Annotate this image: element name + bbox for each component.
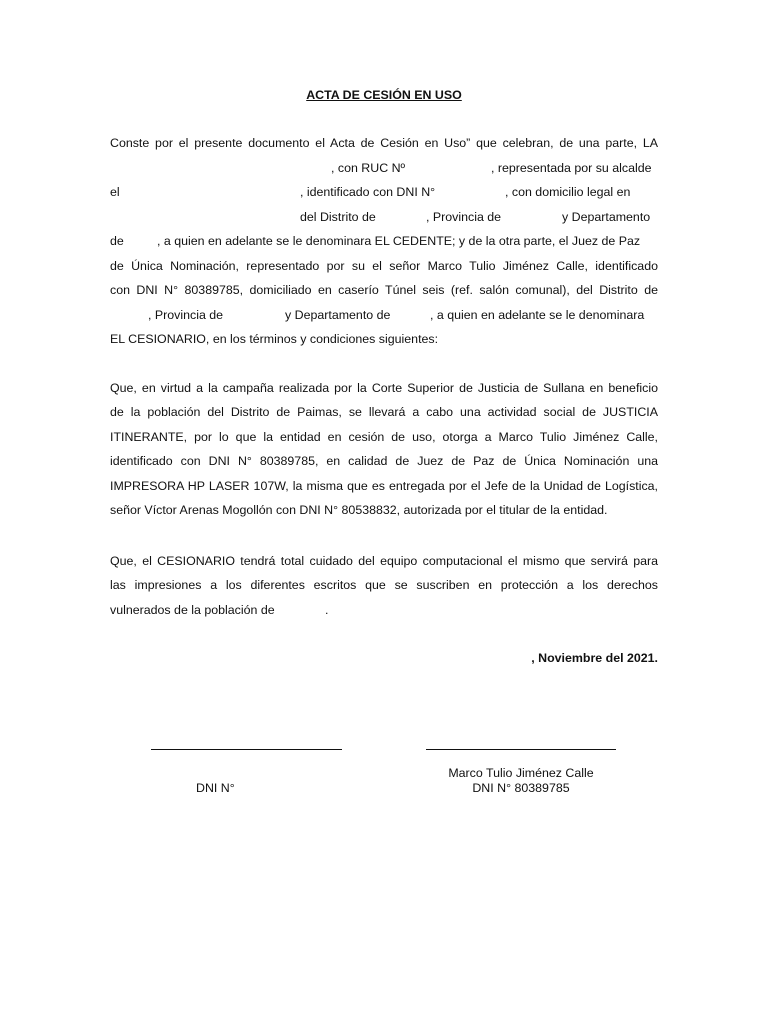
text-line: de , a quien en adelante se le denominara EL CEDENTE; y de la otra parte, el Juez de Paz bbox=[110, 234, 641, 248]
text-line: , Provincia de y Departamento de , a quien en adelante se le denominara bbox=[148, 308, 645, 322]
text-line: EL CESIONARIO, en los términos y condiciones siguientes: bbox=[110, 332, 439, 346]
text-line: Que, en virtud a la campaña realizada por la Corte Superior de Justicia de Sullana en beneficio bbox=[110, 381, 658, 395]
signature-line-cedente bbox=[151, 749, 342, 750]
text-line: ITINERANTE, por lo que la entidad en cesión de uso, otorga a Marco Tulio Jiménez Calle, bbox=[110, 430, 658, 444]
document-title: ACTA DE CESIÓN EN USO bbox=[306, 88, 462, 102]
text-line: , con RUC Nº , representada por su alcalde bbox=[331, 161, 652, 175]
text-line: Que, el CESIONARIO tendrá total cuidado del equipo computacional el mismo que servirá para bbox=[110, 554, 658, 568]
text-line: de la población del Distrito de Paimas, se llevará a cabo una actividad social de JUSTICIA bbox=[110, 405, 658, 419]
document-date: , Noviembre del 2021. bbox=[531, 651, 658, 665]
text-line: las impresiones a los diferentes escritos que se suscriben en protección a los derechos bbox=[110, 578, 658, 592]
signatory-name: Marco Tulio Jiménez Calle bbox=[448, 766, 594, 780]
signatory-dni-right: DNI N° 80389785 bbox=[472, 781, 570, 795]
text-line: Conste por el presente documento el Acta de Cesión en Uso” que celebran, de una parte, LA bbox=[110, 136, 658, 150]
text-line: con DNI N° 80389785, domiciliado en caserío Túnel seis (ref. salón comunal), del Distrito de bbox=[110, 283, 658, 297]
signature-line-cesionario bbox=[426, 749, 616, 750]
text-line: señor Víctor Arenas Mogollón con DNI N° 80538832, autorizada por el titular de la entidad. bbox=[110, 503, 608, 517]
text-line: identificado con DNI N° 80389785, en calidad de Juez de Paz de Única Nominación una bbox=[110, 454, 658, 468]
text-line: vulnerados de la población de . bbox=[110, 603, 329, 617]
text-line: IMPRESORA HP LASER 107W, la misma que es entregada por el Jefe de la Unidad de Logística, bbox=[110, 479, 658, 493]
text-line: del Distrito de , Provincia de y Departamento bbox=[300, 210, 651, 224]
text-line: de Única Nominación, representado por su el señor Marco Tulio Jiménez Calle, identificado bbox=[110, 259, 658, 273]
text-line: el , identificado con DNI N° , con domicilio legal en bbox=[110, 185, 631, 199]
signatory-dni-left: DNI N° bbox=[196, 781, 235, 795]
